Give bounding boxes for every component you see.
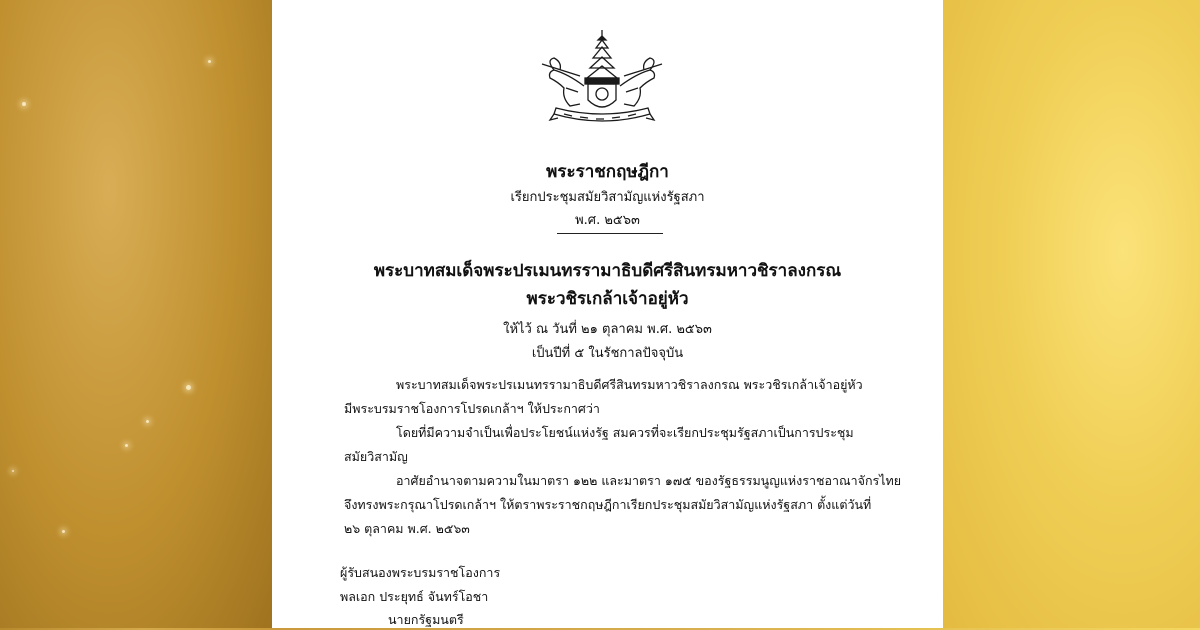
body-paragraph-line: สมัยวิสามัญ [344, 449, 408, 464]
sparkle [208, 60, 211, 63]
document-page [272, 0, 943, 628]
decree-subtitle: เรียกประชุมสมัยวิสามัญแห่งรัฐสภา [510, 190, 705, 205]
sparkle [12, 470, 14, 472]
king-name-line-2: พระวชิรเกล้าเจ้าอยู่หัว [526, 289, 689, 309]
background-left [0, 0, 272, 628]
given-date: ให้ไว้ ณ วันที่ ๒๑ ตุลาคม พ.ศ. ๒๕๖๓ [503, 322, 712, 337]
body-paragraph-line: โดยที่มีความจำเป็นเพื่อประโยชน์แห่งรัฐ สมควรที่จะเรียกประชุมรัฐสภาเป็นการประชุม [396, 425, 854, 440]
countersign-label: ผู้รับสนองพระบรมราชโองการ [340, 565, 501, 580]
body-paragraph-line: มีพระบรมราชโองการโปรดเกล้าฯ ให้ประกาศว่า [344, 401, 600, 416]
sparkle [22, 102, 26, 106]
sparkle [125, 444, 128, 447]
divider [557, 233, 663, 234]
countersign-position: นายกรัฐมนตรี [388, 612, 464, 627]
body-paragraph-line: อาศัยอำนาจตามความในมาตรา ๑๒๒ และมาตรา ๑๗๕ ของรัฐธรรมนูญแห่งราชอาณาจักรไทย [396, 473, 902, 488]
countersign-name: พลเอก ประยุทธ์ จันทร์โอชา [340, 589, 489, 604]
body-paragraph-line: พระบาทสมเด็จพระปรเมนทรรามาธิบดีศรีสินทรมหาวชิราลงกรณ พระวชิรเกล้าเจ้าอยู่หัว [396, 377, 863, 392]
body-paragraph-line: ๒๖ ตุลาคม พ.ศ. ๒๕๖๓ [344, 521, 470, 536]
reign-year: เป็นปีที่ ๕ ในรัชกาลปัจจุบัน [531, 346, 684, 361]
sparkle [186, 385, 191, 390]
king-name-line-1: พระบาทสมเด็จพระปรเมนทรรามาธิบดีศรีสินทรมหาวชิราลงกรณ [373, 261, 842, 281]
background-right [943, 0, 1200, 628]
royal-garuda-seal-icon [540, 28, 664, 128]
sparkle [146, 420, 149, 423]
decree-title: พระราชกฤษฎีกา [546, 162, 669, 182]
body-paragraph-line: จึงทรงพระกรุณาโปรดเกล้าฯ ให้ตราพระราชกฤษฎีกาเรียกประชุมสมัยวิสามัญแห่งรัฐสภา ตั้งแต่วันที่ [344, 497, 872, 512]
decree-year: พ.ศ. ๒๕๖๓ [575, 213, 640, 228]
sparkle [62, 530, 65, 533]
